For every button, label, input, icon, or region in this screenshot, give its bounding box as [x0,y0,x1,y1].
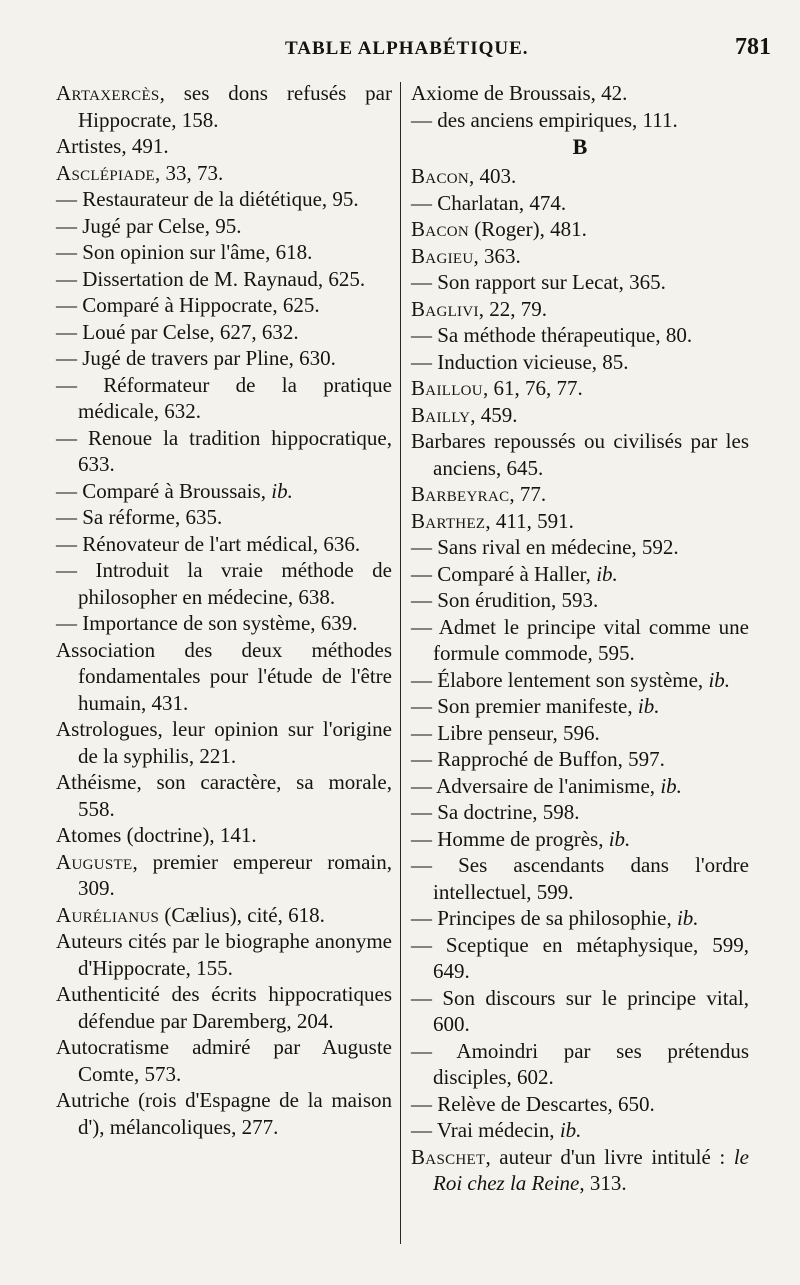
index-entry [56,160,392,187]
entry-text: — Comparé à Haller, [411,561,597,586]
index-entry [56,80,392,133]
index-entry [411,190,749,217]
entry-name: Asclépiade [56,160,156,185]
entry-text: — Sa réforme, 635. [56,505,223,529]
entry-text: — Sceptique en métaphysique, 599, 649. [411,932,749,983]
entry-name: Baschet [411,1144,486,1169]
entry-text: — Dissertation de M. Raynaud, 625. [56,266,366,291]
index-entry [56,981,392,1034]
index-entry [411,587,749,614]
entry-name: Auguste [56,849,133,874]
entry-text: , 33, 73. [155,160,224,185]
index-entry [411,1091,749,1118]
entry-text: , 22, 79. [478,296,548,321]
entry-name: Baillou [411,376,483,400]
entry-text: , 459. [470,402,518,427]
entry-text: , 363. [473,243,521,268]
index-entry [411,296,749,323]
entry-text: — Rénovateur de l'art médical, 636. [56,531,361,556]
index-entry [56,928,392,981]
entry-text: — Son discours sur le principe vital, 600. [411,985,749,1036]
entry-text: , premier empereur romain, 309. [78,849,392,900]
index-entry [411,1038,749,1091]
entry-text: Authenticité des écrits hippocratiques défendue par Daremberg, 204. [56,982,392,1033]
entry-text: Astrologues, leur opinion sur l'origine de la syphilis, 221. [56,717,392,768]
entry-name: Bagieu [411,243,474,268]
entry-name: Barbeyrac [411,482,510,506]
index-entry [411,322,749,349]
index-entry [411,163,749,190]
entry-text: Atomes (doctrine), 141. [56,823,257,847]
index-entry [56,133,392,160]
entry-text: — Ses ascendants dans l'ordre intellectuel, 599. [411,853,749,904]
entry-text: Autocratisme admiré par Auguste Comte, 573. [56,1035,392,1086]
index-entry [56,637,392,717]
index-entry [411,985,749,1038]
entry-text: — Son rapport sur Lecat, 365. [411,270,666,294]
index-entry [411,1117,749,1144]
index-entry [56,213,392,240]
index-entry [411,826,749,853]
entry-name: Barthez [411,508,486,533]
entry-text: — Comparé à Broussais, [56,478,272,503]
index-entry [411,80,749,107]
index-entry [411,932,749,985]
index-entry [56,1034,392,1087]
entry-text: — Réformateur de la pratique médicale, 632. [56,372,392,423]
index-entry [56,504,392,531]
index-entry [411,1144,749,1197]
entry-text: , ses dons refusés par Hippocrate, 158. [78,81,392,132]
index-entry [411,773,749,800]
entry-name: Bailly [411,402,471,427]
index-entry [56,1087,392,1140]
entry-text: — Comparé à Hippocrate, 625. [56,293,320,317]
entry-text: — Induction vicieuse, 85. [411,349,629,374]
left-column [56,80,392,1140]
entry-text: Autriche (rois d'Espagne de la maison d'), mélancoliques, 277. [56,1088,392,1139]
entry-text: — Admet le principe vital comme une formule commode, 595. [411,614,749,665]
entry-text: — Libre penseur, 596. [411,720,600,745]
entry-italic: ib. [676,906,699,930]
entry-text: Artistes, 491. [56,134,169,158]
index-entry [411,375,749,402]
index-entry [56,849,392,902]
index-entry [411,720,749,747]
index-entry [411,667,749,694]
entry-italic: ib. [559,1118,582,1142]
index-entry [56,292,392,319]
entry-text: — Élabore lentement son système, [411,667,709,692]
entry-text: , 411, 591. [485,508,574,533]
entry-italic: ib. [708,667,731,692]
entry-text: , auteur d'un livre intitulé : [485,1144,734,1169]
entry-text: , 61, 76, 77. [482,376,583,400]
page-title: TABLE ALPHABÉTIQUE. [285,38,529,59]
entry-text: — Homme de progrès, [411,826,609,851]
entry-text: (Cælius), cité, 618. [159,902,325,927]
entry-text: — Relève de Descartes, 650. [411,1091,655,1116]
entry-text: — Jugé par Celse, 95. [56,213,242,238]
entry-name: Bacon [411,164,470,188]
entry-text: Barbares repoussés ou civilisés par les anciens, 645. [411,429,749,480]
entry-italic: ib. [596,561,618,586]
entry-text: — Adversaire de l'animisme, [411,773,661,798]
entry-text: — Importance de son système, 639. [56,611,358,635]
entry-text: — Sans rival en médecine, 592. [411,535,679,559]
index-entry [56,478,392,505]
index-entry [56,372,392,425]
entry-text: — Restaurateur de la diététique, 95. [56,187,359,211]
entry-text: Association des deux méthodes fondamentales pour l'étude de l'être humain, 431. [56,637,392,715]
entry-italic: ib. [271,478,293,503]
index-entry [56,239,392,266]
index-entry [411,428,749,481]
entry-text: — Amoindri par ses prétendus disciples, 602. [411,1038,749,1089]
index-entry [411,561,749,588]
entry-name: Artaxercès [56,81,160,105]
index-entry [411,481,749,508]
entry-italic: ib. [637,694,660,718]
right-column [411,80,749,1197]
index-entry [411,349,749,376]
index-entry [56,557,392,610]
page-header [0,34,800,72]
index-entry [411,216,749,243]
entry-text: — Introduit la vraie méthode de philosopher en médecine, 638. [56,558,392,609]
index-entry [56,425,392,478]
index-entry [411,799,749,826]
entry-name: Bacon [411,217,470,241]
index-entry [411,508,749,535]
entry-text: Axiome de Broussais, 42. [411,81,628,105]
page-number: 781 [735,34,771,60]
index-entry [411,107,749,134]
entry-text: — Son érudition, 593. [411,588,599,612]
entry-text: — Vrai médecin, [411,1118,560,1142]
index-entry [411,614,749,667]
index-entry [56,531,392,558]
entry-text: — Son premier manifeste, [411,694,638,718]
index-entry [411,269,749,296]
index-entry [56,186,392,213]
entry-text: Athéisme, son caractère, sa morale, 558. [56,770,392,821]
index-entry [56,610,392,637]
index-entry [56,716,392,769]
index-entry [411,746,749,773]
index-entry [56,902,392,929]
index-entry [411,402,749,429]
entry-text: — Rapproché de Buffon, 597. [411,747,665,771]
index-entry [56,319,392,346]
entry-text: Auteurs cités par le biographe anonyme d'Hippocrate, 155. [56,929,392,980]
entry-text: — Son opinion sur l'âme, 618. [56,240,313,264]
entry-text: (Roger), 481. [469,217,587,241]
entry-text: — Renoue la tradition hippocratique, 633. [56,425,392,476]
entry-text: — des anciens empiriques, 111. [411,107,678,132]
index-entry [56,266,392,293]
index-entry [411,534,749,561]
index-entry [411,693,749,720]
entry-text: — Jugé de travers par Pline, 630. [56,346,336,370]
entry-text: , 403. [469,164,517,188]
entry-italic: ib. [608,826,631,851]
index-entry [411,852,749,905]
entry-text: , 77. [509,482,547,506]
entry-italic: le Roi chez la Reine [433,1144,749,1195]
section-letter: B [572,134,588,159]
index-entry [56,822,392,849]
column-divider [400,82,401,1244]
entry-name: Aurélianus [56,902,160,927]
entry-text: — Principes de sa philosophie, [411,906,677,930]
index-entry [411,243,749,270]
entry-name: Baglivi [411,296,479,321]
entry-text: — Sa méthode thérapeutique, 80. [411,323,693,347]
entry-text: — Loué par Celse, 627, 632. [56,319,299,344]
entry-text: — Charlatan, 474. [411,190,567,215]
entry-text-end: , 313. [579,1171,627,1195]
index-entry [56,769,392,822]
entry-italic: ib. [660,773,682,798]
index-entry [411,905,749,932]
index-entry [56,345,392,372]
entry-text: — Sa doctrine, 598. [411,800,580,824]
